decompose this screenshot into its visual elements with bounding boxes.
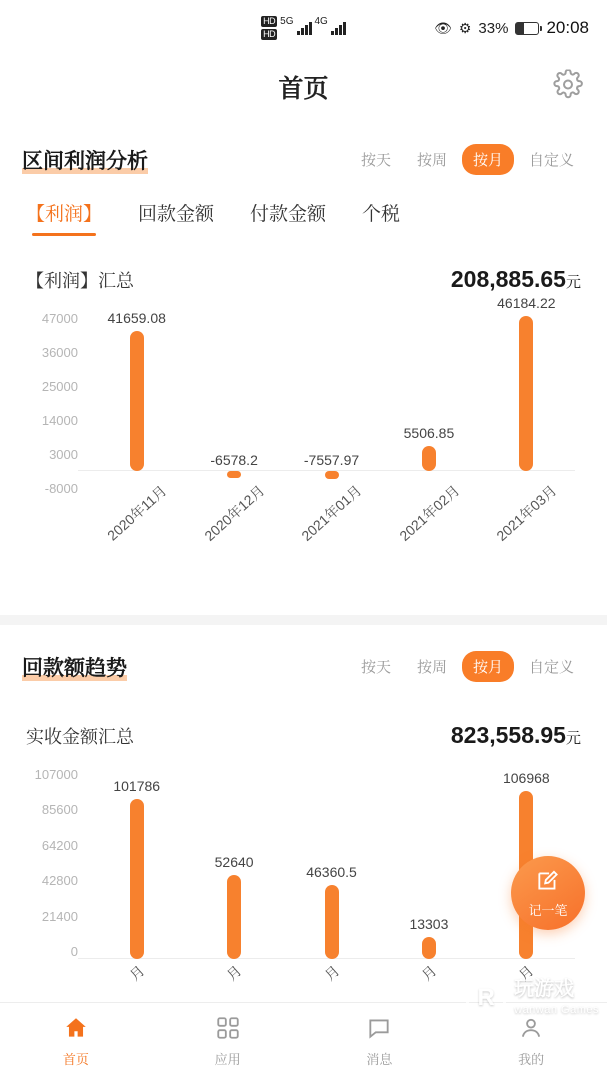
signal-bars-icon bbox=[297, 22, 312, 35]
nav-item-profile[interactable] bbox=[455, 1015, 607, 1068]
add-record-label: 记一笔 bbox=[528, 902, 568, 918]
bar-value: 46184.22 bbox=[497, 295, 556, 311]
bar-value: 46360.5 bbox=[306, 864, 357, 880]
x-tick: 月 bbox=[418, 962, 440, 984]
content-scroll-area[interactable] bbox=[0, 118, 607, 1002]
receipt-trend-card bbox=[0, 625, 607, 984]
y-tick: 14000 bbox=[41, 413, 78, 428]
range-option-custom[interactable]: 自定义 bbox=[528, 659, 574, 676]
profit-bar-chart bbox=[22, 295, 585, 544]
bar-group bbox=[185, 311, 282, 496]
y-tick: 47000 bbox=[41, 311, 78, 326]
hd-badge-icon: HD bbox=[263, 29, 276, 39]
status-signal-group bbox=[261, 16, 346, 40]
user-icon bbox=[518, 1015, 544, 1044]
bar bbox=[422, 937, 436, 959]
battery-percent-label: 33% bbox=[478, 19, 509, 37]
watermark-logo-icon: R bbox=[466, 978, 506, 1018]
signal-bars-icon bbox=[331, 22, 346, 35]
bar bbox=[325, 885, 339, 959]
profit-summary bbox=[22, 236, 585, 297]
watermark-en-label: wanwan Games bbox=[514, 1004, 599, 1017]
y-tick: 0 bbox=[70, 943, 78, 959]
title-bar bbox=[0, 56, 607, 118]
y-tick: -8000 bbox=[44, 481, 78, 496]
y-tick: 25000 bbox=[41, 379, 78, 394]
tab-profit[interactable]: 【利润】 bbox=[26, 199, 102, 236]
nav-item-home[interactable] bbox=[0, 1015, 152, 1068]
watermark-cn-label: 玩游戏 bbox=[514, 978, 575, 1001]
bar bbox=[227, 471, 241, 478]
nav-label-profile: 我的 bbox=[518, 1052, 545, 1067]
y-tick: 3000 bbox=[49, 447, 78, 462]
x-tick: 2020年11月 bbox=[103, 482, 170, 544]
x-tick: 2021年03月 bbox=[493, 482, 560, 544]
hd-badge-icon: HD bbox=[263, 16, 276, 26]
nav-label-home: 首页 bbox=[62, 1052, 89, 1067]
receipt-summary-value: 823,558.95 bbox=[450, 722, 566, 748]
gear-icon[interactable] bbox=[553, 70, 583, 105]
bar bbox=[130, 331, 144, 471]
bar-value: 5506.85 bbox=[403, 425, 455, 441]
nav-label-apps: 应用 bbox=[214, 1052, 241, 1067]
x-tick: 月 bbox=[223, 962, 245, 984]
bar bbox=[325, 471, 339, 479]
bar-group bbox=[283, 767, 380, 959]
profit-plot-area bbox=[88, 295, 575, 496]
tab-payment-amount[interactable]: 付款金额 bbox=[250, 204, 327, 225]
bar-value: 101786 bbox=[113, 778, 161, 794]
profit-x-axis bbox=[88, 482, 575, 544]
status-bar bbox=[0, 0, 607, 56]
bar bbox=[422, 446, 436, 471]
range-option-day[interactable]: 按天 bbox=[360, 659, 391, 676]
network-5g-label: 5G bbox=[280, 16, 294, 27]
section-title-receipt: 回款额趋势 bbox=[22, 656, 127, 680]
watermark bbox=[466, 978, 599, 1018]
bar-group bbox=[185, 767, 282, 959]
bar-group bbox=[380, 767, 477, 959]
profit-summary-value: 208,885.65 bbox=[450, 266, 566, 292]
receipt-summary-unit: 元 bbox=[565, 730, 581, 747]
bluetooth-icon: ⚙︎ bbox=[458, 19, 472, 36]
page-title: 首页 bbox=[278, 75, 329, 103]
x-tick: 月 bbox=[126, 962, 148, 984]
y-tick: 107000 bbox=[34, 767, 78, 782]
receipt-y-axis bbox=[22, 767, 78, 959]
x-tick: 2020年12月 bbox=[200, 482, 268, 544]
network-4g-label: 4G bbox=[314, 16, 328, 27]
edit-icon bbox=[535, 868, 561, 899]
bar-group bbox=[380, 311, 477, 496]
receipt-bar-chart bbox=[22, 767, 585, 984]
nav-item-message[interactable] bbox=[304, 1015, 456, 1068]
y-tick: 36000 bbox=[41, 345, 78, 360]
bar bbox=[227, 875, 241, 959]
bar-value: -6578.2 bbox=[210, 452, 258, 468]
x-tick: 月 bbox=[515, 962, 537, 984]
apps-icon bbox=[215, 1015, 241, 1044]
bar bbox=[519, 316, 533, 471]
bar-value: 106968 bbox=[502, 770, 550, 786]
range-option-month[interactable]: 按月 bbox=[462, 651, 514, 682]
bar-value: 52640 bbox=[214, 854, 254, 870]
bar-value: 41659.08 bbox=[107, 310, 166, 326]
eye-icon: 👁 bbox=[434, 19, 452, 36]
home-icon bbox=[63, 1015, 89, 1044]
profit-y-axis bbox=[22, 311, 78, 496]
y-tick: 64200 bbox=[41, 837, 78, 853]
nav-label-message: 消息 bbox=[366, 1052, 393, 1067]
range-selector-receipt[interactable] bbox=[350, 651, 585, 682]
bar-group bbox=[88, 311, 185, 496]
range-option-month[interactable]: 按月 bbox=[462, 144, 514, 175]
receipt-plot-area bbox=[88, 767, 575, 959]
message-icon bbox=[366, 1015, 392, 1044]
x-tick: 2021年02月 bbox=[395, 482, 463, 544]
tab-personal-tax[interactable]: 个税 bbox=[362, 204, 401, 225]
range-option-week[interactable]: 按周 bbox=[416, 659, 447, 676]
range-selector-profit[interactable] bbox=[350, 144, 585, 175]
x-tick: 2021年01月 bbox=[298, 482, 365, 544]
nav-item-apps[interactable] bbox=[152, 1015, 304, 1068]
add-record-button[interactable] bbox=[511, 856, 585, 930]
bar-value: -7557.97 bbox=[303, 452, 360, 468]
bar-group bbox=[88, 767, 185, 959]
y-tick: 42800 bbox=[41, 873, 78, 889]
x-tick: 月 bbox=[320, 962, 343, 984]
range-option-day[interactable]: 按天 bbox=[360, 152, 391, 169]
receipt-summary-label: 实收金额汇总 bbox=[26, 727, 134, 747]
bar bbox=[130, 799, 144, 959]
profit-summary-label: 【利润】汇总 bbox=[26, 271, 134, 291]
profit-analysis-card bbox=[0, 118, 607, 544]
bar-group bbox=[478, 295, 575, 496]
battery-icon bbox=[515, 22, 539, 35]
y-tick: 85600 bbox=[41, 802, 78, 818]
bar-value: 13303 bbox=[409, 916, 449, 932]
range-option-custom[interactable]: 自定义 bbox=[528, 152, 574, 169]
profit-summary-unit: 元 bbox=[565, 274, 581, 291]
clock-label: 20:08 bbox=[546, 18, 589, 37]
tab-receipt-amount[interactable]: 回款金额 bbox=[138, 204, 215, 225]
section-title-profit: 区间利润分析 bbox=[22, 149, 148, 173]
section-divider bbox=[0, 615, 607, 625]
bar-group bbox=[283, 311, 380, 496]
range-option-week[interactable]: 按周 bbox=[416, 152, 447, 169]
receipt-summary bbox=[22, 688, 585, 753]
y-tick: 21400 bbox=[41, 908, 78, 924]
metric-tabs[interactable] bbox=[22, 181, 585, 236]
